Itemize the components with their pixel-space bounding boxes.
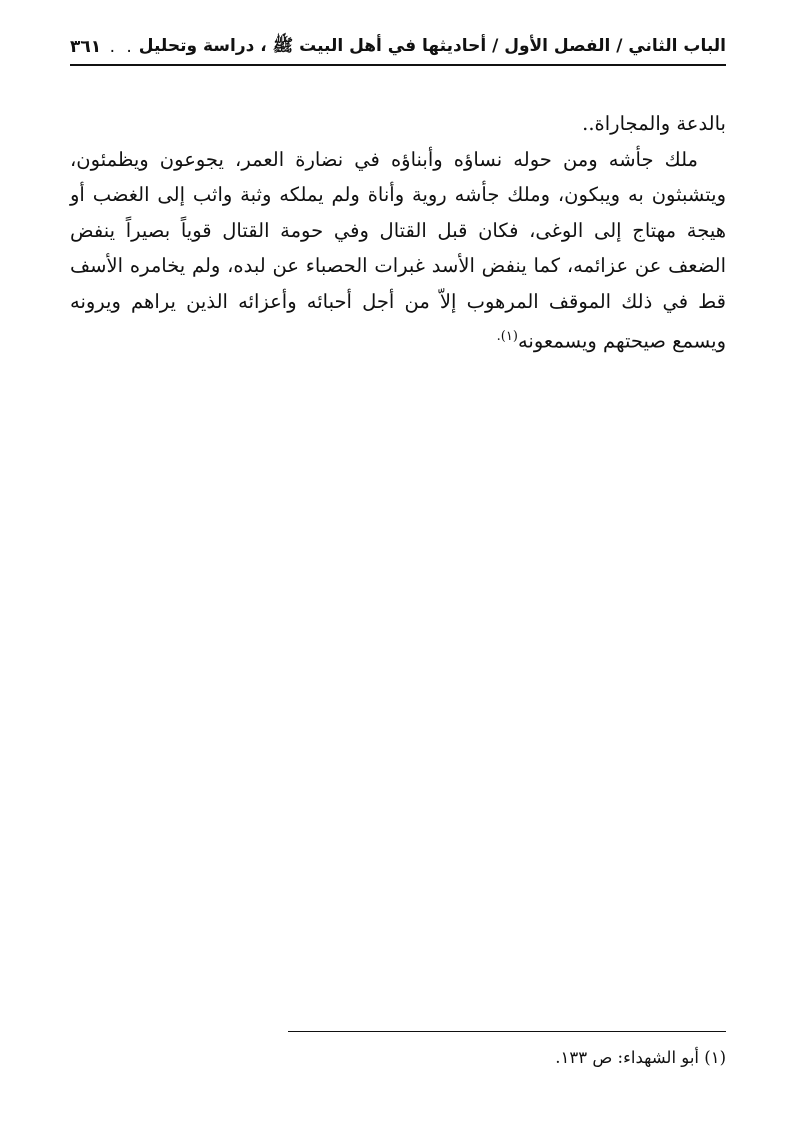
footnote: [70, 1046, 726, 1070]
running-header: [70, 30, 726, 66]
footnote-separator: [288, 1031, 726, 1032]
footnote-reference: (١).: [496, 329, 518, 344]
main-text: [70, 106, 726, 359]
paragraph-main: [70, 142, 726, 360]
opening-line-text: بالدعة والمجاراة..: [582, 112, 726, 135]
paragraph-opening-line: [70, 106, 726, 142]
header-leader-dots: [101, 37, 139, 57]
header-title: الباب الثاني / الفصل الأول / أحاديثها في أهل البيت ﷺ ، دراسة وتحليل: [138, 35, 726, 56]
footnote-text: (١) أبو الشهداء: ص ١٣٣.: [555, 1048, 726, 1067]
main-paragraph-text: ملك جأشه ومن حوله نساؤه وأبناؤه في نضارة العمر، يجوعون ويظمئون، ويتشبثون به ويبكون، وملك جأشه روية وأناة ولم يملكه وثبة واثب إلى الغضب أو هيجة مهتاج إلى الوغى، فكان قبل القتال وفي حومة القتال قوياً بصيراً ينفض الضعف عن عزائمه، كما ينفض الأسد غبرات الحصباء عن لبده، ولم يخامره الأسف قط في ذلك الموقف المرهوب إلاّ من أجل أحبائه وأعزائه الذين يراهم ويرونه ويسمع صيحتهم ويسمعونه: [70, 147, 726, 353]
page-number: ٣٦١: [70, 37, 102, 57]
